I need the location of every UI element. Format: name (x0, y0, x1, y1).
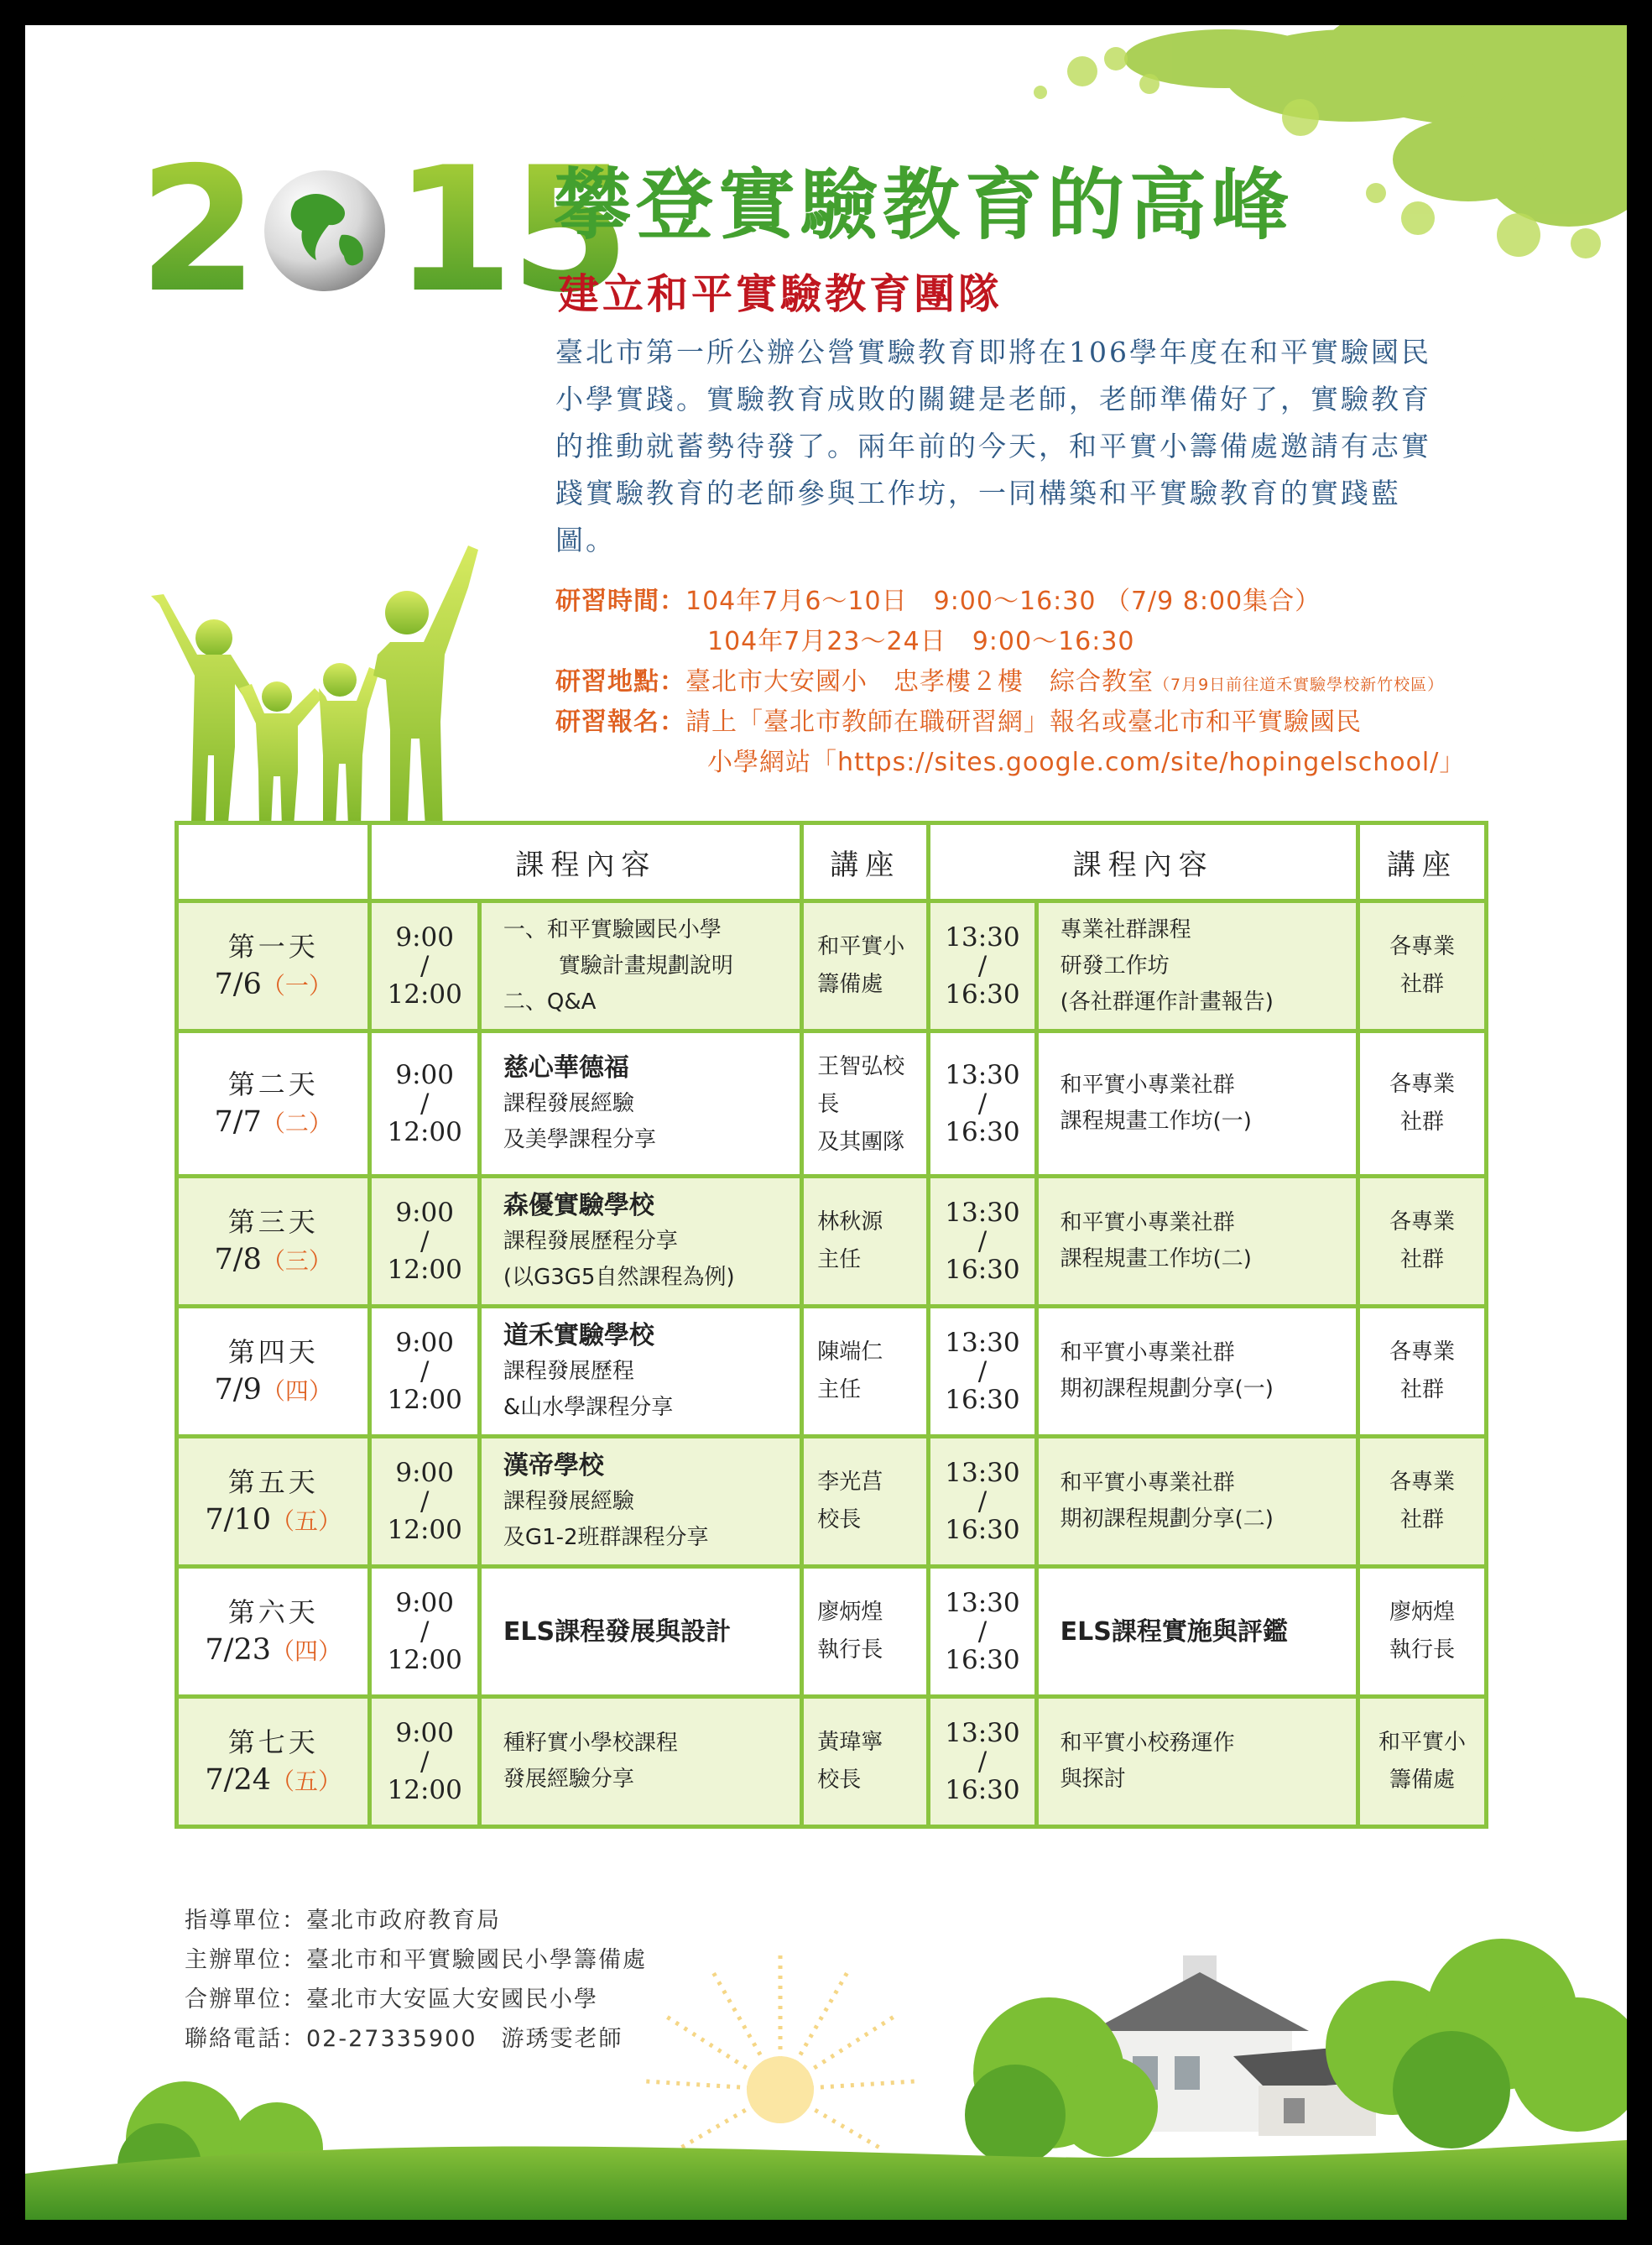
content-line: 道禾實驗學校 (503, 1320, 654, 1350)
content-line: 與探討 (1060, 1767, 1126, 1792)
speaker-line: 李光莒 (817, 1470, 883, 1495)
pm-speaker-cell (1358, 1697, 1487, 1827)
am-start: 9:00 (395, 1060, 454, 1090)
am-start: 9:00 (395, 1718, 454, 1748)
speaker-line: 執行長 (1389, 1637, 1456, 1663)
am-content-cell (479, 901, 801, 1031)
am-time-cell (370, 1031, 480, 1177)
content-line: 課程發展經驗 (503, 1090, 634, 1116)
day-cell (177, 1031, 370, 1177)
speaker-line: 林秋源 (817, 1209, 883, 1235)
content-line: 和平實小專業社群 (1060, 1470, 1235, 1496)
day-label: 第二天 (227, 1068, 319, 1100)
pm-content-cell (1036, 1031, 1358, 1177)
content-line: &山水學課程分享 (503, 1394, 674, 1420)
speaker-line: 籌備處 (1389, 1767, 1456, 1793)
time-slash: / (977, 1746, 988, 1777)
guide-unit-line: 指導單位：臺北市政府教育局 (185, 1908, 501, 1934)
pm-end: 16:30 (945, 1117, 1020, 1147)
time-slash: / (977, 1089, 988, 1119)
pm-start: 13:30 (945, 922, 1020, 953)
pm-end: 16:30 (945, 1515, 1020, 1545)
am-time-cell (370, 1697, 480, 1827)
info-signup (555, 702, 1362, 743)
table-row (177, 1437, 1487, 1567)
pm-start: 13:30 (945, 1458, 1020, 1488)
poster (25, 25, 1627, 2220)
time-slash: / (420, 1746, 430, 1777)
host-unit-line: 主辦單位：臺北市和平實驗國民小學籌備處 (185, 1947, 647, 1973)
date-label: 7/9 (214, 1373, 262, 1407)
weekday-label: （一） (261, 972, 332, 1000)
content-line: 慈心華德福 (503, 1052, 629, 1083)
am-content-cell (479, 1697, 801, 1827)
pm-speaker-cell (1358, 1307, 1487, 1437)
content-line: ELS課程發展與設計 (503, 1616, 732, 1647)
speaker-line: 社群 (1400, 1377, 1445, 1402)
day-cell (177, 1307, 370, 1437)
am-speaker-cell (802, 1031, 929, 1177)
pm-content-cell (1036, 901, 1358, 1031)
am-speaker-cell (802, 1437, 929, 1567)
date-label: 7/7 (214, 1105, 262, 1139)
day-label: 第五天 (227, 1466, 319, 1498)
time-slash: / (420, 951, 430, 981)
content-line: (以G3G5自然課程為例) (503, 1264, 735, 1290)
date-label: 7/6 (214, 968, 262, 1001)
time-slash: / (977, 1356, 988, 1386)
content-line: 課程發展歷程分享 (503, 1228, 678, 1254)
weekday-label: （三） (261, 1247, 332, 1275)
pm-content-cell (1036, 1697, 1358, 1827)
pm-content-cell (1036, 1307, 1358, 1437)
speaker-line: 和平實小 (817, 934, 905, 959)
table-row (177, 901, 1487, 1031)
pm-time-cell (929, 1177, 1036, 1307)
day-label: 第四天 (227, 1336, 319, 1368)
time-slash: / (420, 1226, 430, 1256)
am-start: 9:00 (395, 1588, 454, 1618)
pm-speaker-cell (1358, 1437, 1487, 1567)
am-end: 12:00 (387, 1515, 462, 1545)
pm-start: 13:30 (945, 1588, 1020, 1618)
day-label: 第三天 (227, 1206, 319, 1238)
time-slash: / (977, 1226, 988, 1256)
day-label: 第七天 (227, 1726, 319, 1758)
pm-content-cell (1036, 1177, 1358, 1307)
table-row (177, 1697, 1487, 1827)
weekday-label: （二） (261, 1109, 332, 1137)
pm-time-cell (929, 1437, 1036, 1567)
pm-time-cell (929, 1307, 1036, 1437)
am-speaker-cell (802, 901, 929, 1031)
am-start: 9:00 (395, 1328, 454, 1358)
day-label: 第六天 (227, 1596, 319, 1628)
table-row (177, 1177, 1487, 1307)
time-slash: / (977, 1616, 988, 1647)
am-start: 9:00 (395, 922, 454, 953)
pm-time-cell (929, 901, 1036, 1031)
am-content-cell (479, 1307, 801, 1437)
content-line: 二、Q&A (503, 989, 597, 1015)
speaker-line: 各專業 (1389, 934, 1456, 959)
content-line: 期初課程規劃分享(二) (1060, 1506, 1274, 1532)
schedule-table (175, 821, 1488, 1829)
am-end: 12:00 (387, 979, 462, 1010)
year-digit-1: 1 (393, 131, 511, 331)
speaker-line: 籌備處 (817, 972, 883, 997)
table-row (177, 1567, 1487, 1697)
content-line: 和平實小專業社群 (1060, 1210, 1235, 1235)
content-line: 種籽實小學校課程 (503, 1731, 678, 1756)
am-end: 12:00 (387, 1385, 462, 1415)
time-slash: / (977, 951, 988, 981)
pm-end: 16:30 (945, 979, 1020, 1010)
day-cell (177, 1567, 370, 1697)
pm-speaker-cell (1358, 1031, 1487, 1177)
content-line: 和平實小專業社群 (1060, 1073, 1235, 1098)
speaker-line: 黃瑋寧 (817, 1730, 883, 1755)
table-row (177, 1307, 1487, 1437)
am-start: 9:00 (395, 1198, 454, 1228)
weekday-label: （五） (271, 1767, 342, 1795)
speaker-line: 校長 (817, 1767, 862, 1793)
content-line: 漢帝學校 (503, 1450, 604, 1480)
time-label: 研習時間： (555, 587, 685, 616)
place-note: （7月9日前往道禾實驗學校新竹校區） (1154, 676, 1445, 694)
speaker-line: 各專業 (1389, 1339, 1456, 1365)
content-line: 實驗計畫規劃說明 (558, 953, 733, 979)
contact-line: 聯絡電話：02-27335900 游琇雯老師 (185, 2026, 623, 2052)
pm-speaker-cell (1358, 1567, 1487, 1697)
am-end: 12:00 (387, 1775, 462, 1805)
pm-time-cell (929, 1567, 1036, 1697)
pm-end: 16:30 (945, 1255, 1020, 1285)
content-line: 及美學課程分享 (503, 1126, 656, 1152)
signup-label: 研習報名： (555, 707, 685, 737)
pm-start: 13:30 (945, 1198, 1020, 1228)
time-line-1: 104年7月6～10日 9:00～16:30 （7/9 8:00集合） (685, 587, 1321, 616)
time-line-2: 104年7月23～24日 9:00～16:30 (707, 627, 1135, 656)
pm-start: 13:30 (945, 1718, 1020, 1748)
speaker-line: 各專業 (1389, 1209, 1456, 1235)
place-text: 臺北市大安國小 忠孝樓２樓 綜合教室 (685, 667, 1154, 697)
time-slash: / (420, 1089, 430, 1119)
pm-speaker-cell (1358, 1177, 1487, 1307)
am-speaker-cell (802, 1177, 929, 1307)
content-line: 研發工作坊 (1060, 953, 1170, 979)
speaker-line: 王智弘校長 (817, 1054, 905, 1117)
time-slash: / (420, 1486, 430, 1517)
pm-end: 16:30 (945, 1645, 1020, 1675)
speaker-line: 社群 (1400, 972, 1445, 997)
header-pm-content: 課程內容 (929, 823, 1358, 901)
am-end: 12:00 (387, 1117, 462, 1147)
family-silhouette-illustration (134, 529, 520, 839)
year-digit-5: 5 (510, 131, 627, 331)
signup-line-2: 小學網站「https://sites.google.com/site/hopingelschool/」 (707, 748, 1466, 777)
content-line: 專業社群課程 (1060, 916, 1191, 942)
table-header-row (177, 823, 1487, 901)
am-time-cell (370, 1567, 480, 1697)
time-slash: / (420, 1356, 430, 1386)
am-end: 12:00 (387, 1645, 462, 1675)
speaker-line: 各專業 (1389, 1072, 1456, 1097)
globe-icon (262, 168, 388, 294)
table-row (177, 1031, 1487, 1177)
content-line: 課程發展歷程 (503, 1358, 634, 1384)
weekday-label: （四） (261, 1377, 332, 1405)
time-slash: / (977, 1486, 988, 1517)
landscape-illustration (25, 1922, 1627, 2220)
pm-speaker-cell (1358, 901, 1487, 1031)
content-line: 和平實小校務運作 (1060, 1731, 1235, 1756)
day-cell (177, 1697, 370, 1827)
am-speaker-cell (802, 1307, 929, 1437)
am-time-cell (370, 901, 480, 1031)
pm-start: 13:30 (945, 1060, 1020, 1090)
speaker-line: 社群 (1400, 1507, 1445, 1532)
am-content-cell (479, 1031, 801, 1177)
content-line: 及G1-2班群課程分享 (503, 1524, 709, 1550)
speaker-line: 主任 (817, 1247, 862, 1272)
info-time (555, 582, 1321, 622)
header-am-speaker: 講座 (802, 823, 929, 901)
day-cell (177, 1177, 370, 1307)
am-content-cell (479, 1567, 801, 1697)
speaker-line: 校長 (817, 1507, 862, 1532)
co-host-unit-line: 合辦單位：臺北市大安區大安國民小學 (185, 1987, 598, 2013)
speaker-line: 各專業 (1389, 1470, 1456, 1495)
header-pm-speaker: 講座 (1358, 823, 1487, 901)
speaker-line: 主任 (817, 1377, 862, 1402)
day-label: 第一天 (227, 931, 319, 963)
page-title: 攀登實驗教育的高峰 (554, 160, 1295, 250)
year-digit-2: 2 (138, 131, 255, 331)
speaker-line: 社群 (1400, 1247, 1445, 1272)
content-line: 期初課程規劃分享(一) (1060, 1376, 1274, 1402)
pm-content-cell (1036, 1567, 1358, 1697)
content-line: 發展經驗分享 (503, 1767, 634, 1792)
intro-paragraph: 臺北市第一所公辦公營實驗教育即將在106學年度在和平實驗國民小學實踐。實驗教育成敗的關鍵是老師，老師準備好了，實驗教育的推動就蓄勢待發了。兩年前的今天，和平實小籌備處邀請有志實踐實驗教育的老師參與工作坊，一同構築和平實驗教育的實踐藍圖。 (555, 336, 1431, 556)
place-label: 研習地點： (555, 667, 685, 697)
info-place (555, 662, 1444, 705)
am-speaker-cell (802, 1697, 929, 1827)
weekday-label: （五） (271, 1507, 342, 1535)
am-content-cell (479, 1177, 801, 1307)
content-line: 課程發展經驗 (503, 1488, 634, 1514)
am-time-cell (370, 1177, 480, 1307)
am-start: 9:00 (395, 1458, 454, 1488)
content-line: ELS課程實施與評鑑 (1060, 1616, 1288, 1647)
day-cell (177, 901, 370, 1031)
speaker-line: 社群 (1400, 1109, 1445, 1135)
pm-content-cell (1036, 1437, 1358, 1567)
am-time-cell (370, 1307, 480, 1437)
pm-time-cell (929, 1697, 1036, 1827)
content-line: 課程規畫工作坊(二) (1060, 1246, 1252, 1271)
header-am-content: 課程內容 (370, 823, 802, 901)
am-speaker-cell (802, 1567, 929, 1697)
content-line: 課程規畫工作坊(一) (1060, 1109, 1252, 1134)
speaker-line: 和平實小 (1378, 1730, 1467, 1755)
am-end: 12:00 (387, 1255, 462, 1285)
speaker-line: 廖炳煌 (817, 1600, 883, 1625)
time-slash: / (420, 1616, 430, 1647)
page-subtitle: 建立和平實驗教育團隊 (558, 270, 1003, 318)
content-line: 一、和平實驗國民小學 (503, 916, 722, 942)
am-content-cell (479, 1437, 801, 1567)
speaker-line: 廖炳煌 (1389, 1600, 1456, 1625)
am-time-cell (370, 1437, 480, 1567)
pm-end: 16:30 (945, 1775, 1020, 1805)
header-blank-cell (177, 823, 370, 901)
pm-time-cell (929, 1031, 1036, 1177)
date-label: 7/23 (205, 1633, 271, 1667)
date-label: 7/8 (214, 1243, 262, 1277)
content-line: 和平實小專業社群 (1060, 1340, 1235, 1365)
pm-start: 13:30 (945, 1328, 1020, 1358)
signup-line-1: 請上「臺北市教師在職研習網」報名或臺北市和平實驗國民 (685, 707, 1362, 737)
content-line: (各社群運作計畫報告) (1060, 989, 1274, 1015)
date-label: 7/24 (205, 1763, 271, 1797)
date-label: 7/10 (205, 1503, 271, 1537)
speaker-line: 及其團隊 (817, 1130, 905, 1155)
speaker-line: 執行長 (817, 1637, 883, 1663)
speaker-line: 陳端仁 (817, 1339, 883, 1365)
content-line: 森優實驗學校 (503, 1190, 654, 1220)
weekday-label: （四） (271, 1637, 342, 1665)
day-cell (177, 1437, 370, 1567)
pm-end: 16:30 (945, 1385, 1020, 1415)
